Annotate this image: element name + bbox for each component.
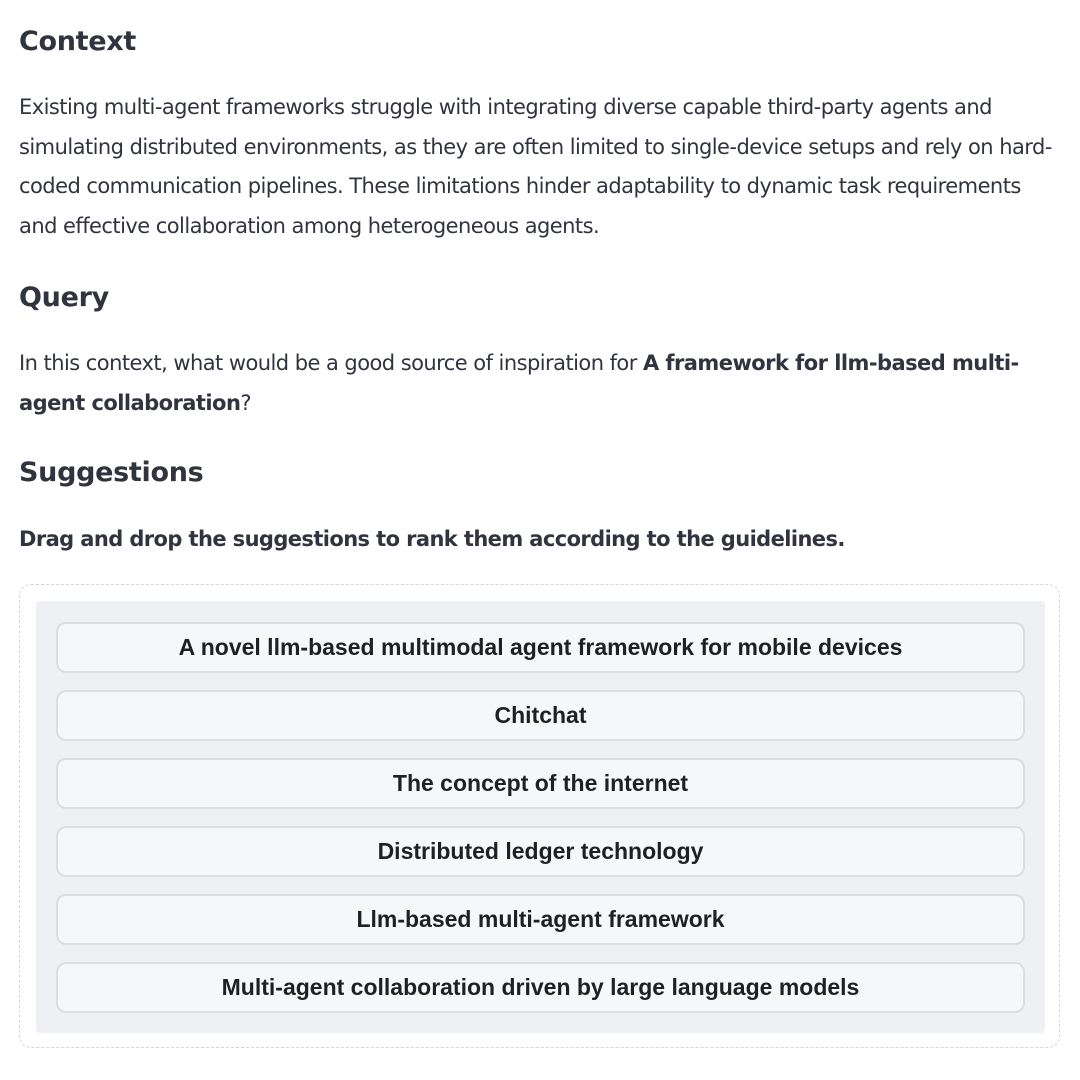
suggestions-instruction: Drag and drop the suggestions to rank them according to the guidelines.	[19, 527, 845, 551]
suggestion-item-4[interactable]: Distributed ledger technology	[56, 826, 1025, 877]
query-topic: A framework for llm-based multi-agent collaboration	[19, 351, 1019, 415]
suggestion-item-2[interactable]: Chitchat	[56, 690, 1025, 741]
suggestion-item-1[interactable]: A novel llm-based multimodal agent framework for mobile devices	[56, 622, 1025, 673]
suggestion-item-3[interactable]: The concept of the internet	[56, 758, 1025, 809]
suggestion-item-5[interactable]: Llm-based multi-agent framework	[56, 894, 1025, 945]
suggestion-item-6[interactable]: Multi-agent collaboration driven by large language models	[56, 962, 1025, 1013]
context-text: Existing multi-agent frameworks struggle with integrating diverse capable third-party agents and simulating distributed environments, as they are often limited to single-device setups and rely on hard-coded communication pipelines. These limitations hinder adaptability to dynamic task requirements and effective collaboration among heterogeneous agents.	[19, 95, 1052, 238]
query-prefix: In this context, what would be a good source of inspiration for	[19, 351, 643, 375]
query-suffix: ?	[240, 390, 251, 415]
context-heading: Context	[19, 26, 137, 57]
query-heading: Query	[19, 282, 109, 313]
query-text	[19, 344, 1039, 423]
suggestions-heading: Suggestions	[19, 457, 204, 488]
